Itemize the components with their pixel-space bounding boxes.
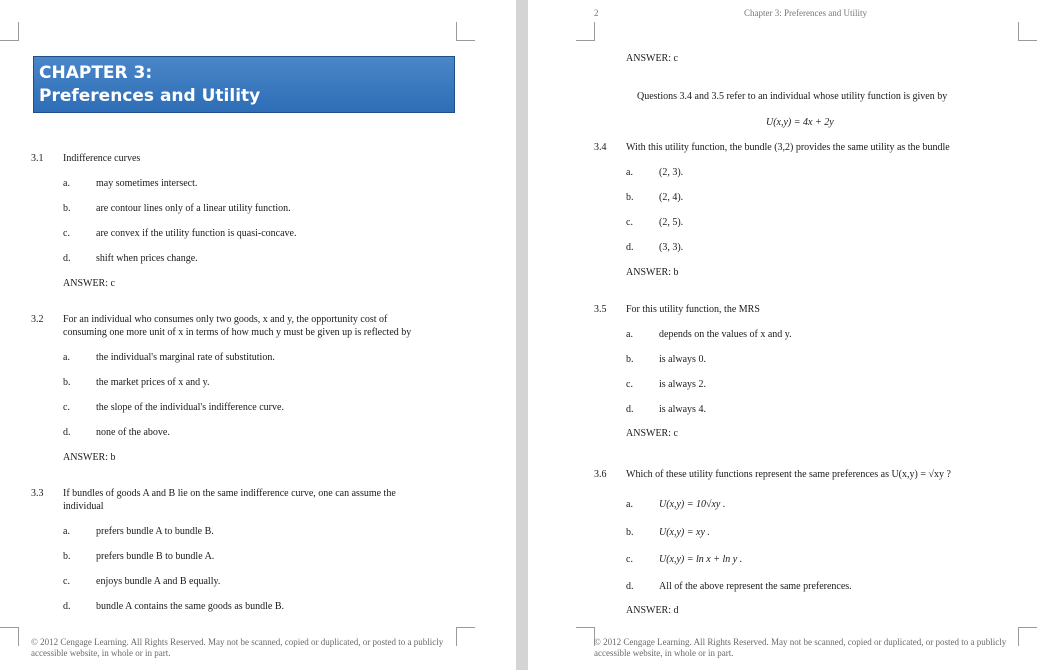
crop-mark-top-right — [1018, 22, 1037, 41]
answer-label: ANSWER: d — [626, 605, 679, 616]
crop-mark-top-left — [576, 22, 595, 41]
question-stem-line2: individual — [63, 501, 104, 512]
page-number: 2 — [594, 8, 599, 18]
question-number: 3.6 — [594, 469, 607, 480]
option-letter: b. — [626, 192, 634, 203]
option-text: depends on the values of x and y. — [659, 329, 792, 340]
option-text: are contour lines only of a linear utility function. — [96, 203, 291, 214]
option-text: (3, 3). — [659, 242, 684, 253]
option-letter: a. — [63, 352, 70, 363]
answer-label: ANSWER: c — [626, 428, 678, 439]
question-number: 3.5 — [594, 304, 607, 315]
chapter-title-banner — [33, 56, 455, 113]
option-text: is always 0. — [659, 354, 706, 365]
question-number: 3.3 — [31, 488, 44, 499]
option-letter: a. — [63, 178, 70, 189]
option-text: may sometimes intersect. — [96, 178, 198, 189]
option-letter: b. — [626, 354, 634, 365]
option-letter: c. — [63, 576, 70, 587]
crop-mark-top-left — [0, 22, 19, 41]
crop-mark-bottom-right — [1018, 627, 1037, 646]
answer-label: ANSWER: b — [63, 452, 116, 463]
option-letter: d. — [63, 253, 71, 264]
chapter-title: Preferences and Utility — [39, 86, 261, 106]
option-letter: b. — [63, 203, 71, 214]
option-text: bundle A contains the same goods as bundle B. — [96, 601, 285, 612]
crop-mark-bottom-right — [456, 627, 475, 646]
question-stem: For this utility function, the MRS — [626, 304, 760, 315]
answer-label: ANSWER: b — [626, 267, 679, 278]
option-text: All of the above represent the same preferences. — [659, 581, 852, 592]
option-text: none of the above. — [96, 427, 170, 438]
option-text: the slope of the individual's indifference curve. — [96, 402, 284, 413]
copyright-footer-line1: © 2012 Cengage Learning. All Rights Reserved. May not be scanned, copied or duplicated, or posted to a publicly — [31, 637, 444, 647]
page-gap — [516, 0, 528, 670]
running-header: Chapter 3: Preferences and Utility — [744, 8, 867, 18]
answer-label: ANSWER: c — [626, 53, 678, 64]
question-stem: With this utility function, the bundle (3,2) provides the same utility as the bundle — [626, 142, 950, 153]
question-stem: Indifference curves — [63, 153, 141, 164]
crop-mark-top-right — [456, 22, 475, 41]
question-number: 3.1 — [31, 153, 44, 164]
option-letter: a. — [63, 526, 70, 537]
option-text: U(x,y) = ln x + ln y . — [659, 554, 743, 565]
option-letter: c. — [63, 402, 70, 413]
option-letter: c. — [626, 554, 633, 565]
option-text: are convex if the utility function is quasi-concave. — [96, 228, 297, 239]
option-letter: d. — [626, 581, 634, 592]
question-number: 3.2 — [31, 314, 44, 325]
question-stem-line1: For an individual who consumes only two goods, x and y, the opportunity cost of — [63, 314, 388, 325]
option-letter: c. — [626, 217, 633, 228]
option-letter: d. — [626, 242, 634, 253]
answer-label: ANSWER: c — [63, 278, 115, 289]
document-page-left — [0, 0, 516, 670]
crop-mark-bottom-left — [0, 627, 19, 646]
option-text: prefers bundle B to bundle A. — [96, 551, 215, 562]
option-text: U(x,y) = 10√xy . — [659, 499, 726, 510]
option-letter: d. — [63, 427, 71, 438]
copyright-footer-line1: © 2012 Cengage Learning. All Rights Reserved. May not be scanned, copied or duplicated, or posted to a publicly — [594, 637, 1007, 647]
option-letter: c. — [63, 228, 70, 239]
question-stem-line2: consuming one more unit of x in terms of how much y must be given up is reflected by — [63, 327, 412, 338]
option-text: prefers bundle A to bundle B. — [96, 526, 214, 537]
option-letter: a. — [626, 167, 633, 178]
option-text: is always 4. — [659, 404, 706, 415]
option-letter: d. — [626, 404, 634, 415]
option-letter: a. — [626, 499, 633, 510]
question-stem-line1: If bundles of goods A and B lie on the same indifference curve, one can assume the — [63, 488, 396, 499]
option-text: is always 2. — [659, 379, 706, 390]
question-stem: Which of these utility functions represent the same preferences as U(x,y) = √xy ? — [626, 469, 951, 480]
option-letter: b. — [626, 527, 634, 538]
option-text: (2, 3). — [659, 167, 684, 178]
crop-mark-bottom-left — [576, 627, 595, 646]
chapter-number: CHAPTER 3: — [39, 63, 153, 83]
option-text: the individual's marginal rate of substitution. — [96, 352, 275, 363]
copyright-footer-line2: accessible website, in whole or in part. — [594, 648, 734, 658]
option-letter: d. — [63, 601, 71, 612]
question-number: 3.4 — [594, 142, 607, 153]
option-text: enjoys bundle A and B equally. — [96, 576, 221, 587]
option-text: shift when prices change. — [96, 253, 198, 264]
utility-formula: U(x,y) = 4x + 2y — [766, 117, 834, 128]
shared-question-intro: Questions 3.4 and 3.5 refer to an individual whose utility function is given by — [637, 91, 948, 102]
option-text: U(x,y) = xy . — [659, 527, 710, 538]
document-page-right — [528, 0, 1056, 670]
option-letter: a. — [626, 329, 633, 340]
option-letter: c. — [626, 379, 633, 390]
option-text: the market prices of x and y. — [96, 377, 210, 388]
option-letter: b. — [63, 377, 71, 388]
option-text: (2, 5). — [659, 217, 684, 228]
option-text: (2, 4). — [659, 192, 684, 203]
copyright-footer-line2: accessible website, in whole or in part. — [31, 648, 171, 658]
option-letter: b. — [63, 551, 71, 562]
